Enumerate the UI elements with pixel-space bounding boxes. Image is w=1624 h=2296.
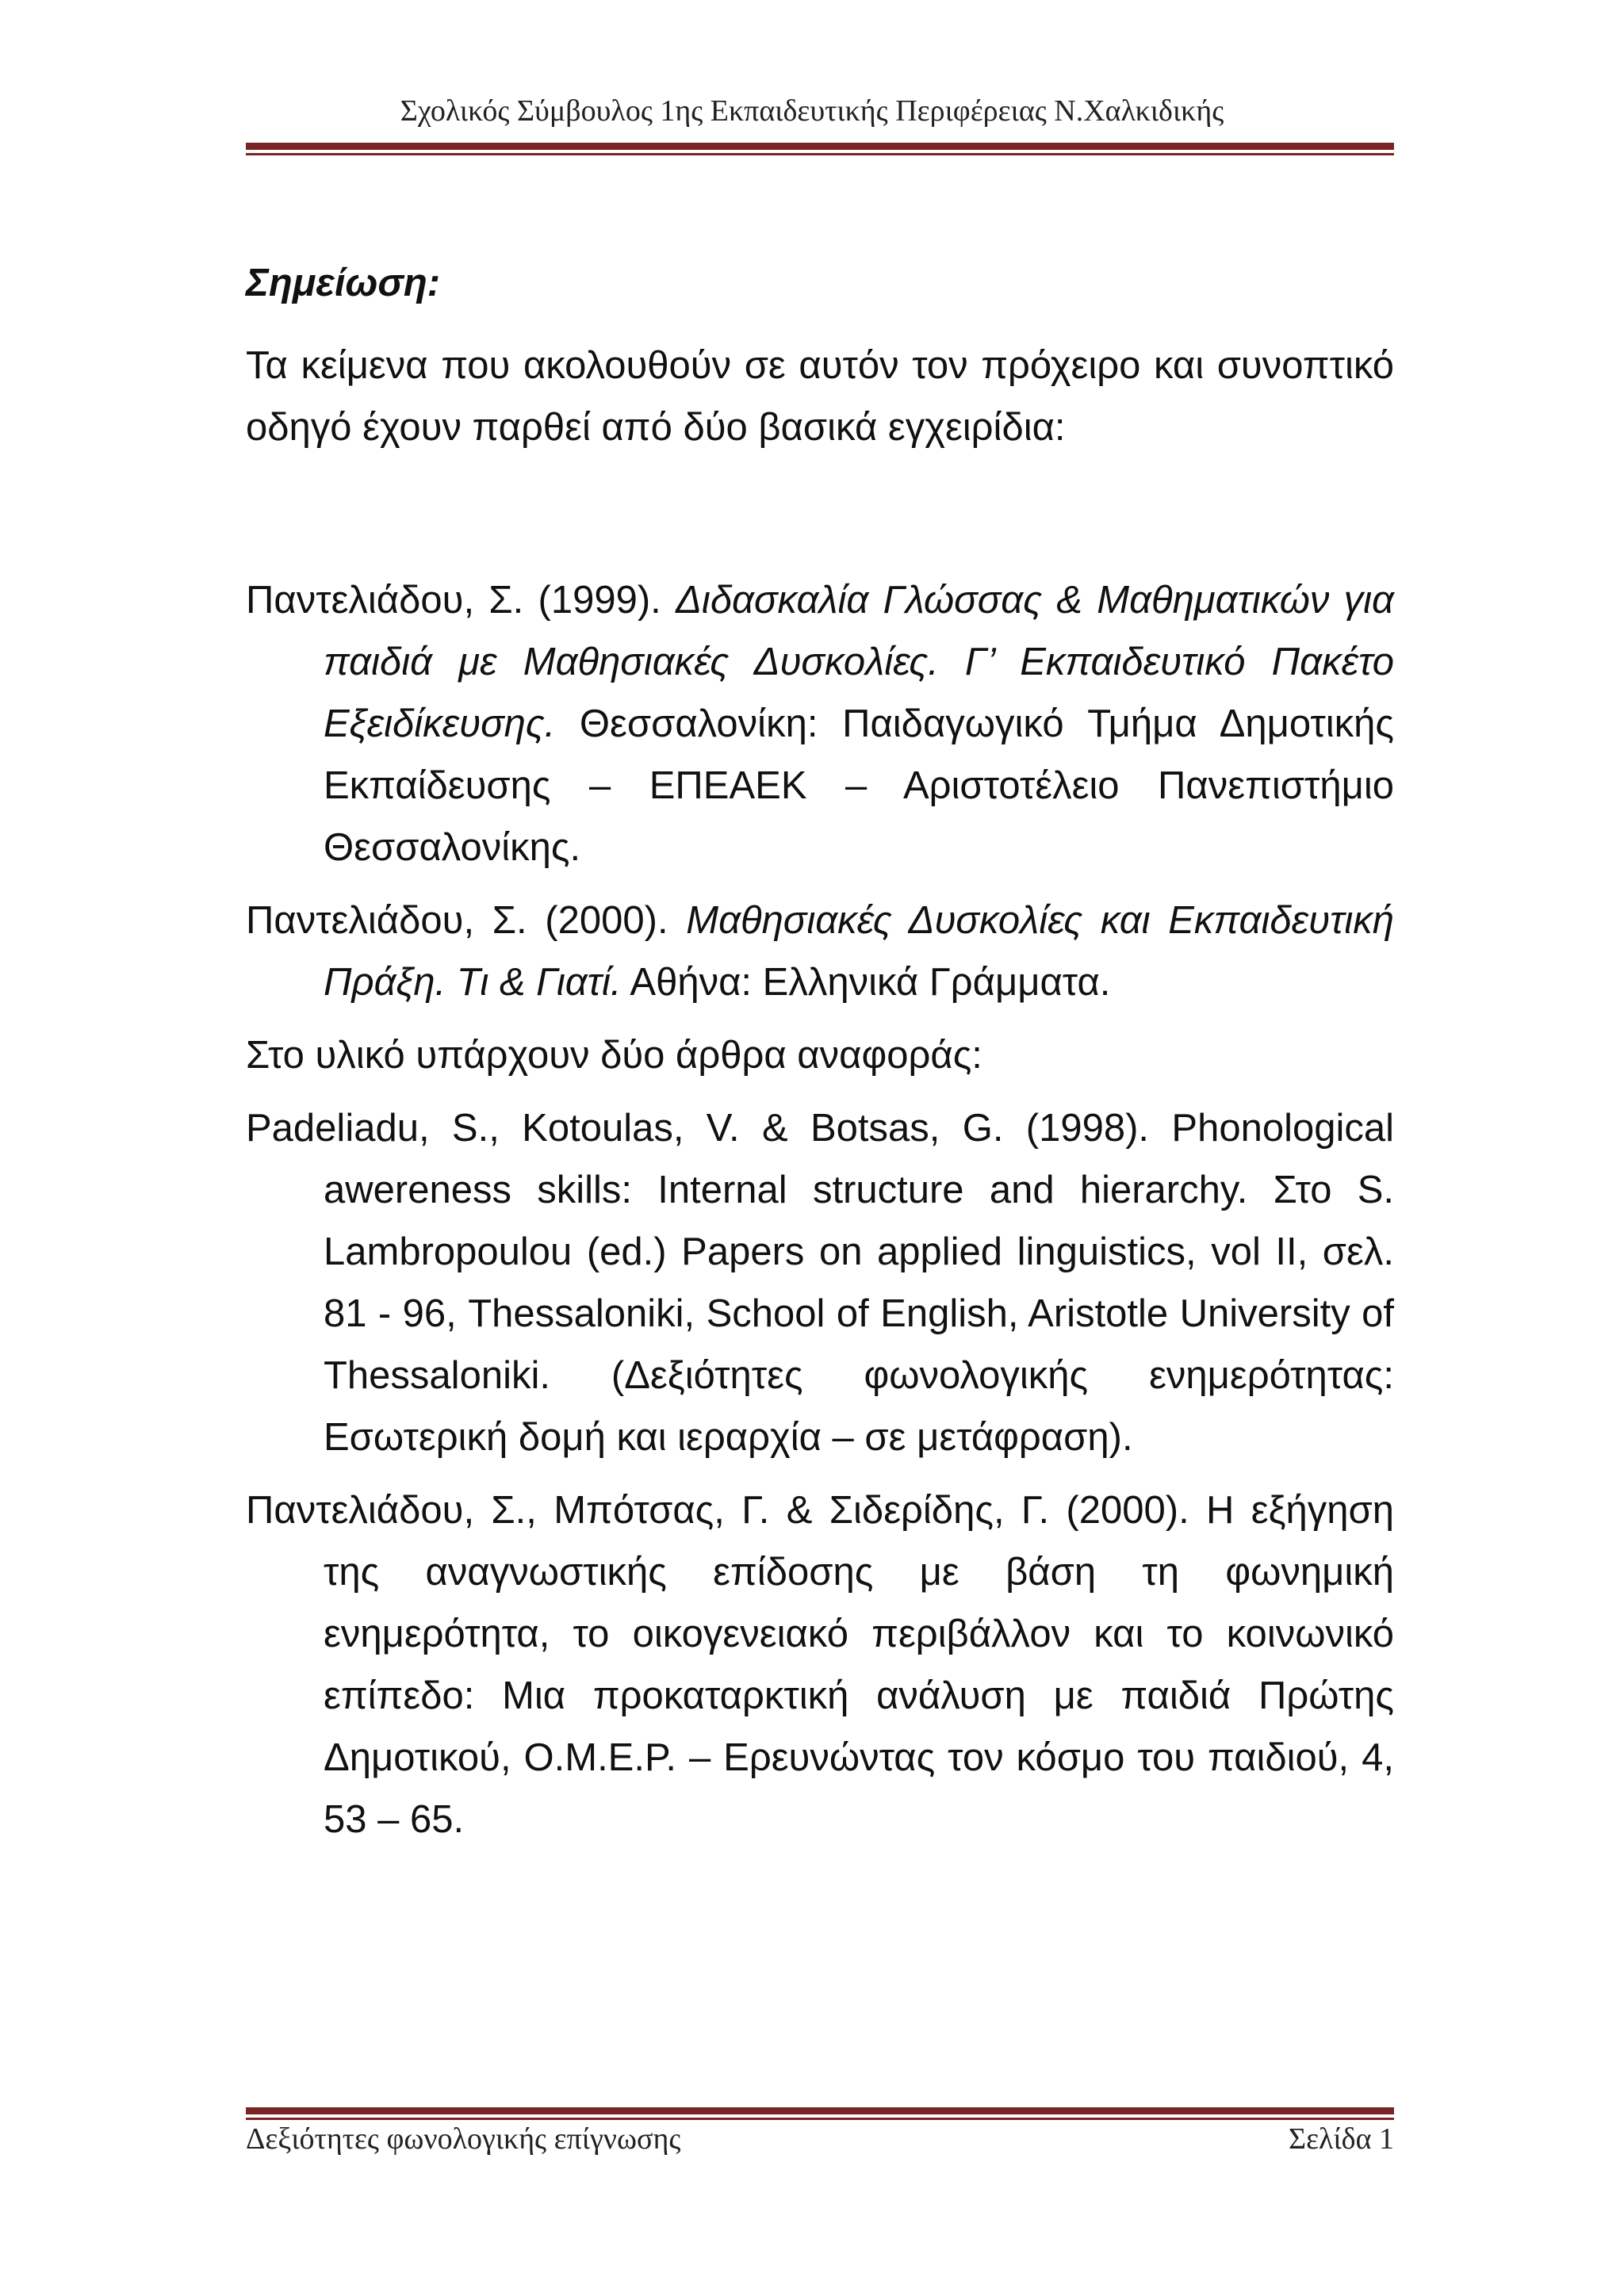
footer-divider — [246, 2107, 1394, 2120]
page-number: Σελίδα 1 — [1288, 2122, 1394, 2156]
page-header: Σχολικός Σύμβουλος 1ης Εκπαιδευτικής Περιφέρειας Ν.Χαλκιδικής — [400, 94, 1224, 128]
reference-title: Διδασκαλία Γλώσσας & Μαθηματικών για παιδιά με Μαθησιακές Δυσκολίες. Γ’ Εκπαιδευτικό Πακέτο Εξειδίκευσης. — [324, 579, 1394, 745]
articles-intro: Στο υλικό υπάρχουν δύο άρθρα αναφοράς: — [246, 1034, 982, 1077]
handbook-reference — [246, 569, 1394, 878]
page-body — [246, 252, 1394, 1862]
reference-author-year: Παντελιάδου, Σ. (1999). — [246, 579, 676, 622]
header-divider — [246, 143, 1394, 155]
reference-title: Μαθησιακές Δυσκολίες και Εκπαιδευτική Πράξη. Τι & Γιατί. — [324, 899, 1394, 1004]
reference-publisher: Αθήνα: Ελληνικά Γράμματα. — [621, 961, 1111, 1004]
footer-title: Δεξιότητες φωνολογικής επίγνωσης — [246, 2122, 681, 2156]
reference-publisher: Θεσσαλονίκη: Παιδαγωγικό Τμήμα Δημοτικής Εκπαίδευσης – ΕΠΕΑΕΚ – Αριστοτέλειο Πανεπιστήμιο Θεσσαλονίκης. — [324, 702, 1394, 869]
article-reference: Padeliadu, S., Kotoulas, V. & Botsas, G. (1998). Phonological awereness skills: Internal structure and hierarchy. Στο S. Lambropoulou (ed.) Papers on applied linguistics, vol II, σελ. 81 - 96, Thessaloniki, School of English, Aristotle University of Thessaloniki. (Δεξιότητες φωνολογικής ενημερότητας: Εσωτερική δομή και ιεραρχία – σε μετάφραση). — [246, 1107, 1394, 1459]
article-reference: Παντελιάδου, Σ., Μπότσας, Γ. & Σιδερίδης, Γ. (2000). Η εξήγηση της αναγνωστικής επίδοσης με βάση τη φωνημική ενημερότητα, το οικογενειακό περιβάλλον και το κοινωνικό επίπεδο: Μια προκαταρκτική ανάλυση με παιδιά Πρώτης Δημοτικού, Ο.Μ.Ε.Ρ. – Ερευνώντας τον κόσμο του παιδιού, 4, 53 – 65. — [246, 1489, 1394, 1841]
handbook-reference — [246, 890, 1394, 1013]
note-intro: Τα κείμενα που ακολουθούν σε αυτόν τον πρόχειρο και συνοπτικό οδηγό έχουν παρθεί από δύο βασικά εγχειρίδια: — [246, 344, 1394, 449]
reference-author-year: Παντελιάδου, Σ. (2000). — [246, 899, 687, 942]
note-title: Σημείωση: — [246, 262, 441, 304]
